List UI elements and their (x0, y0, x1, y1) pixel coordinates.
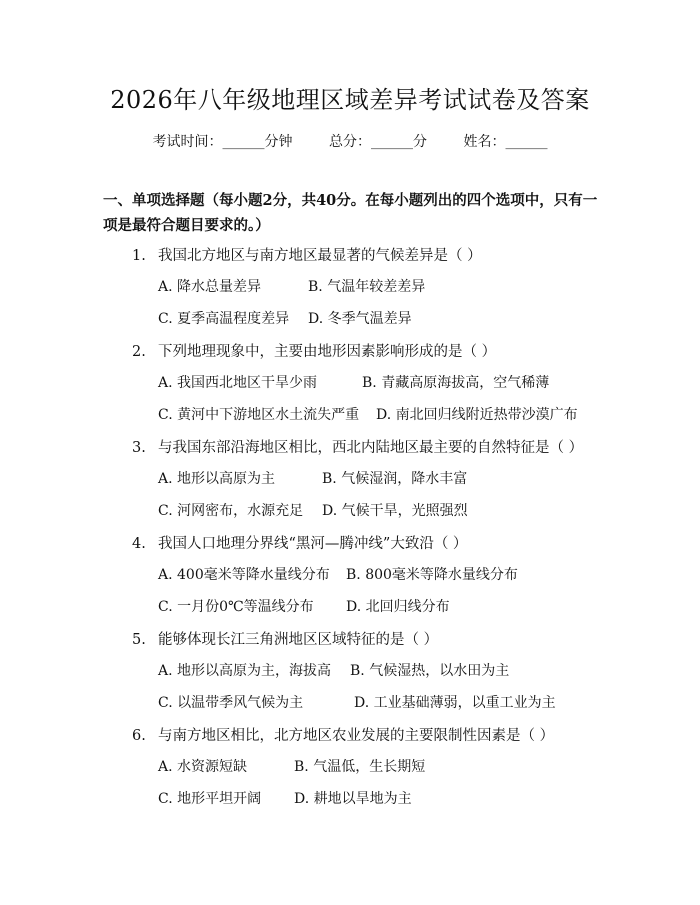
question-3 (132, 436, 583, 457)
option-d: D. 工业基础薄弱，以重工业为主 (354, 695, 556, 711)
exam-meta (0, 131, 700, 151)
option-b: B. 气温低，生长期短 (294, 759, 426, 775)
option-a: A. 地形以高原为主 (158, 471, 276, 487)
option-b: B. 气温年较差差异 (308, 279, 426, 295)
option-c: C. 地形平坦开阔 (158, 791, 262, 807)
options-row (158, 788, 412, 808)
option-c: C. 一月份0℃等温线分布 (158, 599, 314, 615)
option-d: D. 北回归线分布 (346, 599, 450, 615)
question-4 (132, 532, 467, 553)
question-number: 6. (132, 728, 146, 744)
question-number: 2. (132, 344, 146, 360)
question-text: 下列地理现象中，主要由地形因素影响形成的是（ ） (158, 344, 497, 360)
option-d: D. 南北回归线附近热带沙漠广布 (376, 407, 578, 423)
options-row (158, 692, 556, 712)
question-1 (132, 244, 482, 265)
option-a: A. 我国西北地区干旱少雨 (158, 375, 318, 391)
question-text: 能够体现长江三角洲地区区域特征的是（ ） (158, 632, 439, 648)
options-row (158, 276, 425, 296)
option-b: B. 800毫米等降水量线分布 (346, 567, 518, 583)
options-row (158, 404, 578, 424)
options-row (158, 468, 467, 488)
page-title: 2026年八年级地理区域差异考试试卷及答案 (110, 86, 590, 114)
section-heading: 一、单项选择题（每小题2分，共40分。在每小题列出的四个选项中，只有一项是最符合题目要求的。） (103, 192, 598, 234)
option-d: D. 冬季气温差异 (308, 311, 412, 327)
options-row (158, 372, 549, 392)
question-number: 1. (132, 248, 146, 264)
option-c: C. 黄河中下游地区水土流失严重 (158, 407, 360, 423)
option-b: B. 气候湿润，降水丰富 (322, 471, 468, 487)
options-row (158, 308, 412, 328)
option-c: C. 以温带季风气候为主 (158, 695, 304, 711)
question-number: 3. (132, 440, 146, 456)
option-c: C. 河网密布，水源充足 (158, 503, 304, 519)
options-row (158, 660, 509, 680)
question-text: 我国北方地区与南方地区最显著的气候差异是（ ） (158, 248, 482, 264)
question-2 (132, 340, 496, 361)
student-name: 姓名：______ (463, 134, 548, 150)
option-a: A. 降水总量差异 (158, 279, 262, 295)
option-a: A. 400毫米等降水量线分布 (158, 567, 330, 583)
option-c: C. 夏季高温程度差异 (158, 311, 290, 327)
option-a: A. 水资源短缺 (158, 759, 248, 775)
question-number: 4. (132, 536, 146, 552)
question-number: 5. (132, 632, 146, 648)
option-b: B. 青藏高原海拔高，空气稀薄 (362, 375, 550, 391)
option-a: A. 地形以高原为主，海拔高 (158, 663, 332, 679)
options-row (158, 756, 425, 776)
option-d: D. 气候干旱，光照强烈 (322, 503, 468, 519)
options-row (158, 564, 518, 584)
question-5 (132, 628, 438, 649)
question-text: 我国人口地理分界线“黑河—腾冲线”大致沿（ ） (158, 536, 468, 552)
options-row (158, 596, 450, 616)
total-score: 总分：______分 (329, 134, 427, 150)
exam-time: 考试时间：______分钟 (152, 134, 293, 150)
question-text: 与南方地区相比，北方地区农业发展的主要限制性因素是（ ） (158, 728, 555, 744)
question-text: 与我国东部沿海地区相比，西北内陆地区最主要的自然特征是（ ） (158, 440, 584, 456)
option-d: D. 耕地以旱地为主 (294, 791, 412, 807)
question-6 (132, 724, 554, 745)
options-row (158, 500, 468, 520)
option-b: B. 气候湿热，以水田为主 (350, 663, 510, 679)
